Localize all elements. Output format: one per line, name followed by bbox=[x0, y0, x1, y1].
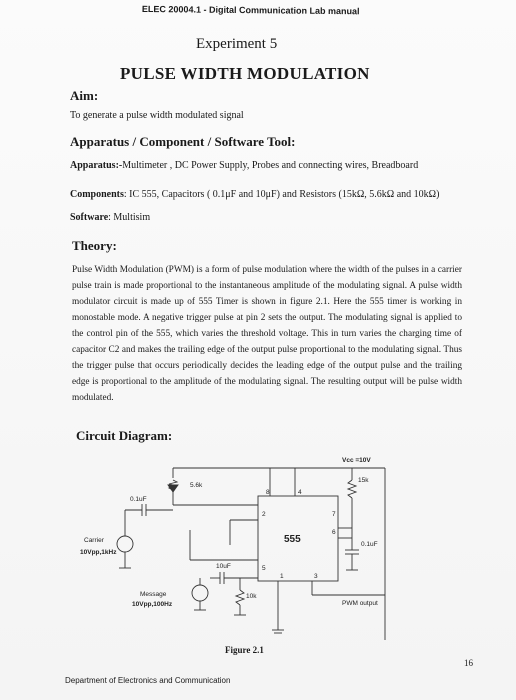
aim-heading: Aim: bbox=[70, 88, 99, 103]
components-label: Components bbox=[70, 189, 124, 200]
capacitor-0-1uf-right-label: 0.1uF bbox=[361, 541, 378, 548]
resistor-5-6k-label: 5.6k bbox=[190, 482, 203, 489]
pwm-output-label: PWM output bbox=[342, 600, 378, 607]
circuit-diagram bbox=[80, 450, 430, 645]
figure-caption: Figure 2.1 bbox=[225, 645, 264, 655]
vcc-label: Vcc =10V bbox=[342, 457, 371, 464]
apparatus-label: Apparatus:- bbox=[70, 160, 123, 171]
resistor-10k-label: 10k bbox=[246, 593, 257, 600]
experiment-label: Experiment 5 bbox=[196, 36, 278, 52]
apparatus-text: Multimeter , DC Power Supply, Probes and connecting wires, Breadboard bbox=[122, 160, 419, 171]
pin-3-label: 3 bbox=[314, 573, 318, 580]
pin-6-label: 6 bbox=[332, 529, 336, 536]
carrier-label: Carrier bbox=[84, 537, 104, 544]
message-spec: 10Vpp,100Hz bbox=[132, 601, 173, 608]
capacitor-10uf-label: 10uF bbox=[216, 563, 231, 570]
components-text: : IC 555, Capacitors ( 0.1μF and 10μF) and Resistors (15kΩ, 5.6kΩ and 10kΩ) bbox=[123, 189, 440, 200]
page-number: 16 bbox=[464, 658, 473, 668]
aim-text: To generate a pulse width modulated signal bbox=[70, 110, 244, 121]
pin-1-label: 1 bbox=[280, 573, 284, 580]
theory-heading: Theory: bbox=[72, 238, 117, 253]
circuit-heading: Circuit Diagram: bbox=[76, 428, 173, 443]
resistor-15k-label: 15k bbox=[358, 477, 369, 484]
apparatus-heading: Apparatus / Component / Software Tool: bbox=[70, 134, 296, 149]
pin-8-label: 8 bbox=[266, 489, 270, 496]
pin-5-label: 5 bbox=[262, 565, 266, 572]
apparatus-line bbox=[70, 160, 418, 171]
carrier-spec: 10Vpp,1kHz bbox=[80, 549, 117, 556]
components-line bbox=[70, 189, 439, 200]
pin-4-label: 4 bbox=[298, 489, 302, 496]
department-footer: Department of Electronics and Communication bbox=[65, 676, 231, 685]
capacitor-0-1uf-left-label: 0.1uF bbox=[130, 496, 147, 503]
software-text: : Multisim bbox=[108, 212, 151, 223]
manual-header: ELEC 20004.1 - Digital Communication Lab manual bbox=[141, 4, 360, 17]
software-label: Software bbox=[70, 212, 109, 223]
experiment-title: PULSE WIDTH MODULATION bbox=[120, 64, 370, 83]
ic-555-label: 555 bbox=[284, 534, 301, 545]
pin-7-label: 7 bbox=[332, 511, 336, 518]
theory-paragraph: Pulse Width Modulation (PWM) is a form of pulse modulation where the width of the pulses in a carrier pulse train is made proportional to the instantaneous amplitude of the modulating signal. A pulse width modulator circuit is made up of 555 Timer is shown in figure 2.1. Here the 555 timer is working in monostable mode. A negative trigger pulse at pin 2 sets the output. The modulating signal is applied to the control pin of the 555, which varies the threshold voltage. This in turn varies the charging time of capacitor C2 and makes the trailing edge of the output pulse proportional to the modulating signal. Thus the trigger pulse that occurs periodically decides the leading edge of the output pulse and the trailing edge is proportional to the amplitude of the modulating signal. The resulting output will be pulse width modulated. bbox=[72, 265, 462, 403]
pin-2-label: 2 bbox=[262, 511, 266, 518]
message-label: Message bbox=[140, 591, 167, 598]
software-line bbox=[70, 212, 150, 223]
